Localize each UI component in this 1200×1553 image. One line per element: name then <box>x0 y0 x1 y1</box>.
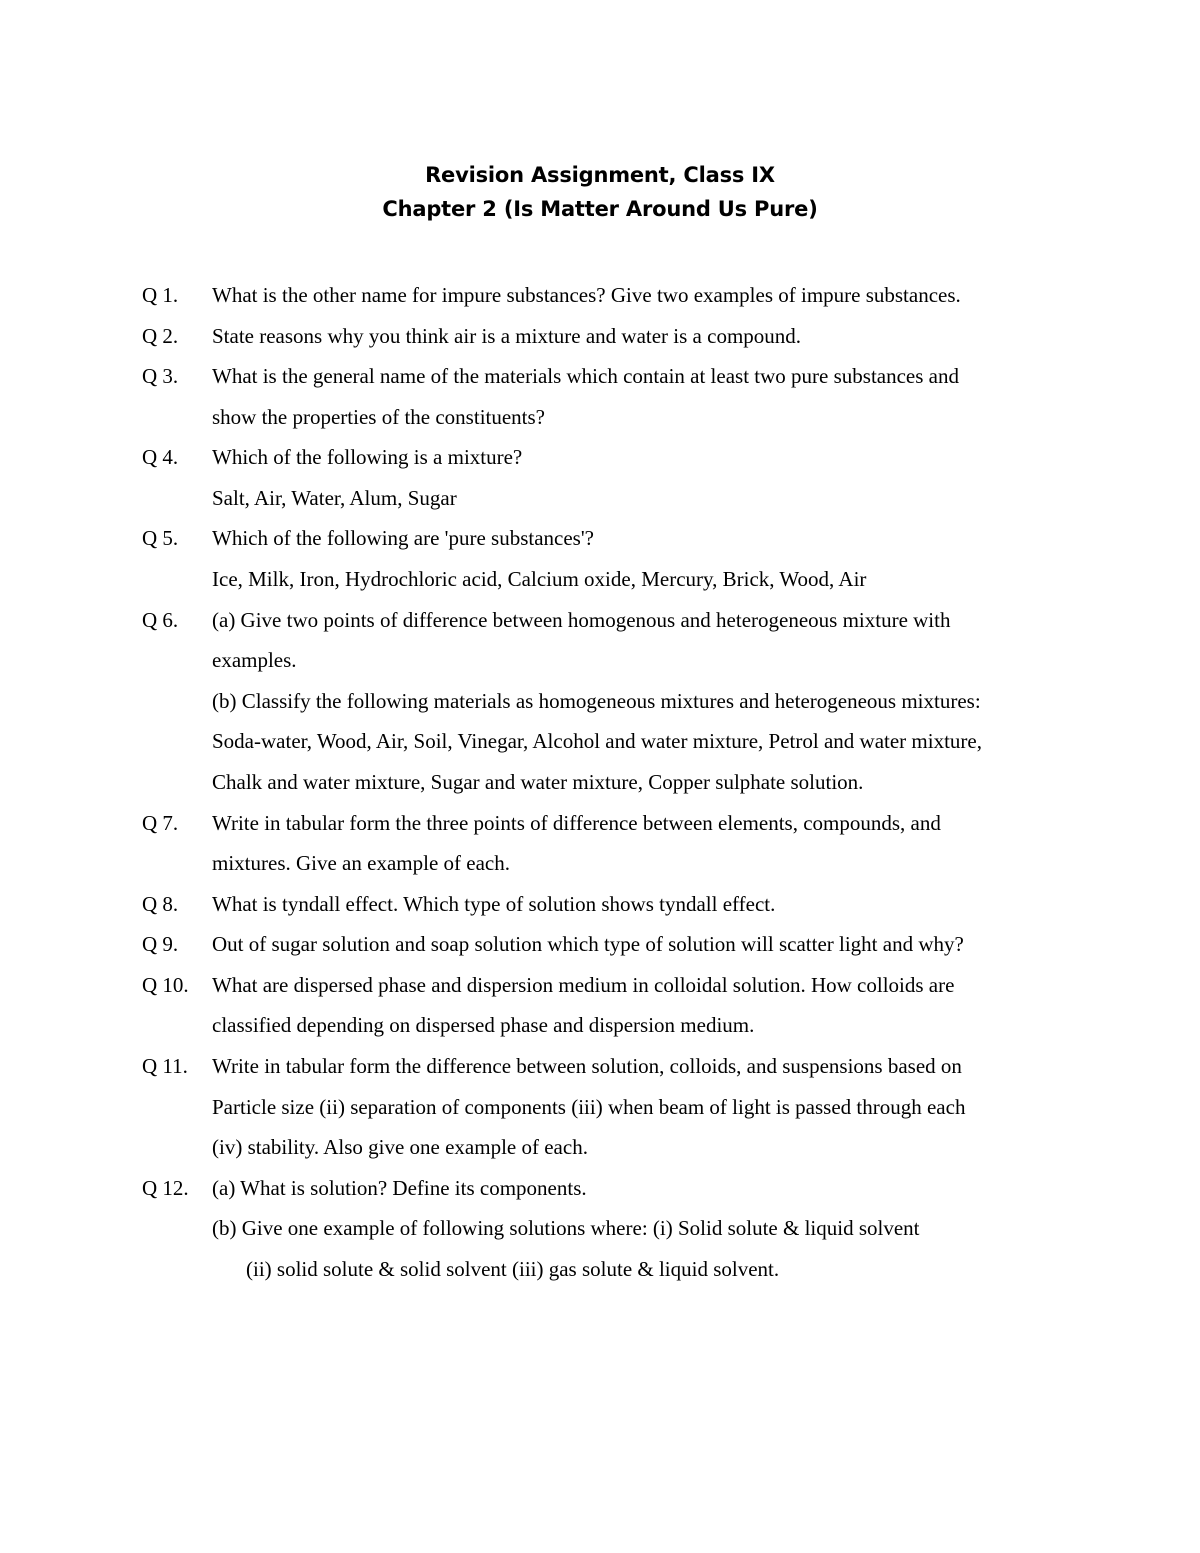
question-text-line: Write in tabular form the difference between solution, colloids, and suspensions based on <box>212 1054 962 1078</box>
question-2 <box>0 316 1200 356</box>
question-10-continued <box>0 1005 1200 1045</box>
question-text-line: (a) What is solution? Define its components. <box>212 1176 587 1200</box>
question-7 <box>0 803 1200 843</box>
question-6-continued <box>0 640 1200 680</box>
question-3 <box>0 356 1200 396</box>
question-text-line: show the properties of the constituents? <box>212 405 546 429</box>
question-6 <box>0 600 1200 640</box>
question-5-continued <box>0 559 1200 599</box>
question-11 <box>0 1046 1200 1086</box>
question-number: Q 8. <box>142 892 179 916</box>
question-text-line: (a) Give two points of difference between homogenous and heterogeneous mixture with <box>212 608 951 632</box>
question-text-line: Particle size (ii) separation of components (iii) when beam of light is passed through each <box>212 1095 966 1119</box>
question-text-line: Salt, Air, Water, Alum, Sugar <box>212 486 457 510</box>
question-8 <box>0 884 1200 924</box>
question-number: Q 1. <box>142 283 179 307</box>
question-10 <box>0 965 1200 1005</box>
question-text-line: Write in tabular form the three points of difference between elements, compounds, and <box>212 811 941 835</box>
question-text-line: (b) Give one example of following solutions where: (i) Solid solute & liquid solvent <box>212 1216 920 1240</box>
document-title: Revision Assignment, Class IX <box>425 163 775 187</box>
question-text-line: What are dispersed phase and dispersion medium in colloidal solution. How colloids are <box>212 973 955 997</box>
question-text-line: (b) Classify the following materials as homogeneous mixtures and heterogeneous mixtures: <box>212 689 981 713</box>
question-9 <box>0 924 1200 964</box>
question-text-line: mixtures. Give an example of each. <box>212 851 510 875</box>
question-6-continued <box>0 721 1200 761</box>
question-7-continued <box>0 843 1200 883</box>
question-text-line: Which of the following are 'pure substances'? <box>212 526 594 550</box>
question-4-continued <box>0 478 1200 518</box>
question-text-line: What is the general name of the materials which contain at least two pure substances and <box>212 364 959 388</box>
question-text-line: What is the other name for impure substances? Give two examples of impure substances. <box>212 283 961 307</box>
question-number: Q 7. <box>142 811 179 835</box>
question-number: Q 4. <box>142 445 179 469</box>
question-number: Q 11. <box>142 1054 188 1078</box>
question-number: Q 2. <box>142 324 179 348</box>
question-text-line: (ii) solid solute & solid solvent (iii) gas solute & liquid solvent. <box>246 1257 780 1281</box>
question-6-continued <box>0 681 1200 721</box>
question-text-line: Ice, Milk, Iron, Hydrochloric acid, Calcium oxide, Mercury, Brick, Wood, Air <box>212 567 867 591</box>
question-4 <box>0 437 1200 477</box>
question-6-continued <box>0 762 1200 802</box>
question-11-continued <box>0 1087 1200 1127</box>
question-12 <box>0 1168 1200 1208</box>
question-text-line: Chalk and water mixture, Sugar and water mixture, Copper sulphate solution. <box>212 770 864 794</box>
question-number: Q 3. <box>142 364 179 388</box>
document-subtitle: Chapter 2 (Is Matter Around Us Pure) <box>382 197 818 221</box>
question-3-continued <box>0 397 1200 437</box>
question-number: Q 12. <box>142 1176 189 1200</box>
question-text-line: classified depending on dispersed phase and dispersion medium. <box>212 1013 755 1037</box>
question-text-line: Soda-water, Wood, Air, Soil, Vinegar, Alcohol and water mixture, Petrol and water mixture, <box>212 729 982 753</box>
question-text-line: What is tyndall effect. Which type of solution shows tyndall effect. <box>212 892 776 916</box>
question-text-line: (iv) stability. Also give one example of each. <box>212 1135 588 1159</box>
question-number: Q 9. <box>142 932 179 956</box>
question-12-continued <box>0 1249 1200 1289</box>
question-text-line: Which of the following is a mixture? <box>212 445 523 469</box>
question-1 <box>0 275 1200 315</box>
question-11-continued <box>0 1127 1200 1167</box>
question-number: Q 10. <box>142 973 189 997</box>
question-number: Q 5. <box>142 526 179 550</box>
question-text-line: Out of sugar solution and soap solution which type of solution will scatter light and why? <box>212 932 964 956</box>
question-text-line: examples. <box>212 648 297 672</box>
question-number: Q 6. <box>142 608 179 632</box>
question-12-continued <box>0 1208 1200 1248</box>
question-text-line: State reasons why you think air is a mixture and water is a compound. <box>212 324 802 348</box>
question-5 <box>0 518 1200 558</box>
